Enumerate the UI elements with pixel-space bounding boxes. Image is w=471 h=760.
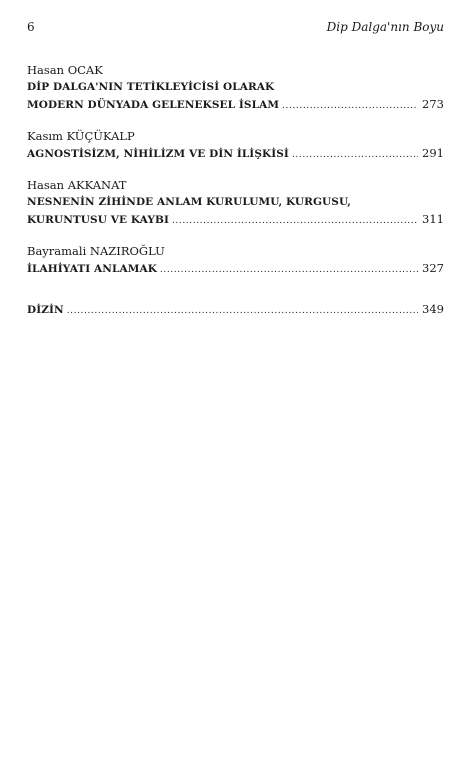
entry-page-number: 349: [422, 302, 444, 316]
entry-author: Hasan OCAK: [27, 63, 103, 77]
toc-entry: [27, 243, 444, 279]
dot-leader: [160, 262, 418, 279]
running-title: Dip Dalga'nın Boyu: [326, 20, 444, 34]
table-of-contents: [27, 62, 444, 333]
entry-title-final-line: [27, 260, 444, 279]
entry-title-text: KURUNTUSU VE KAYBI: [27, 214, 169, 226]
entry-page-number: 291: [422, 146, 444, 160]
entry-title-text: İLAHİYATI ANLAMAK: [27, 263, 157, 275]
entry-author: Bayramali NAZIROĞLU: [27, 244, 165, 258]
entry-author: Hasan AKKANAT: [27, 178, 127, 192]
entry-title-final-line: [27, 301, 444, 320]
toc-entry: [27, 62, 444, 115]
entry-title-line: DİP DALGA'NIN TETİKLEYİCİSİ OLARAK: [27, 81, 275, 93]
entry-title-text: MODERN DÜNYADA GELENEKSEL İSLAM: [27, 99, 280, 111]
entry-title-final-line: [27, 96, 444, 115]
entry-title-text: DİZİN: [27, 304, 64, 316]
entry-page-number: 311: [422, 212, 444, 226]
dot-leader: [67, 303, 418, 320]
toc-entry: [27, 128, 444, 164]
entry-title-line: NESNENİN ZİHİNDE ANLAM KURULUMU, KURGUSU,: [27, 196, 352, 208]
toc-entry: [27, 177, 444, 230]
dot-leader: [172, 213, 418, 230]
entry-title-text: AGNOSTİSİZM, NİHİLİZM VE DİN İLİŞKİSİ: [27, 148, 289, 160]
entry-page-number: 273: [422, 97, 444, 111]
page-number: 6: [27, 20, 35, 34]
dot-leader: [292, 147, 418, 164]
entry-page-number: 327: [422, 261, 444, 275]
entry-author: Kasım KÜÇÜKALP: [27, 129, 135, 143]
dot-leader: [282, 98, 418, 115]
toc-entry-index: [27, 301, 444, 320]
entry-title-final-line: [27, 145, 444, 164]
entry-title-final-line: [27, 211, 444, 230]
page-header: [27, 20, 444, 36]
